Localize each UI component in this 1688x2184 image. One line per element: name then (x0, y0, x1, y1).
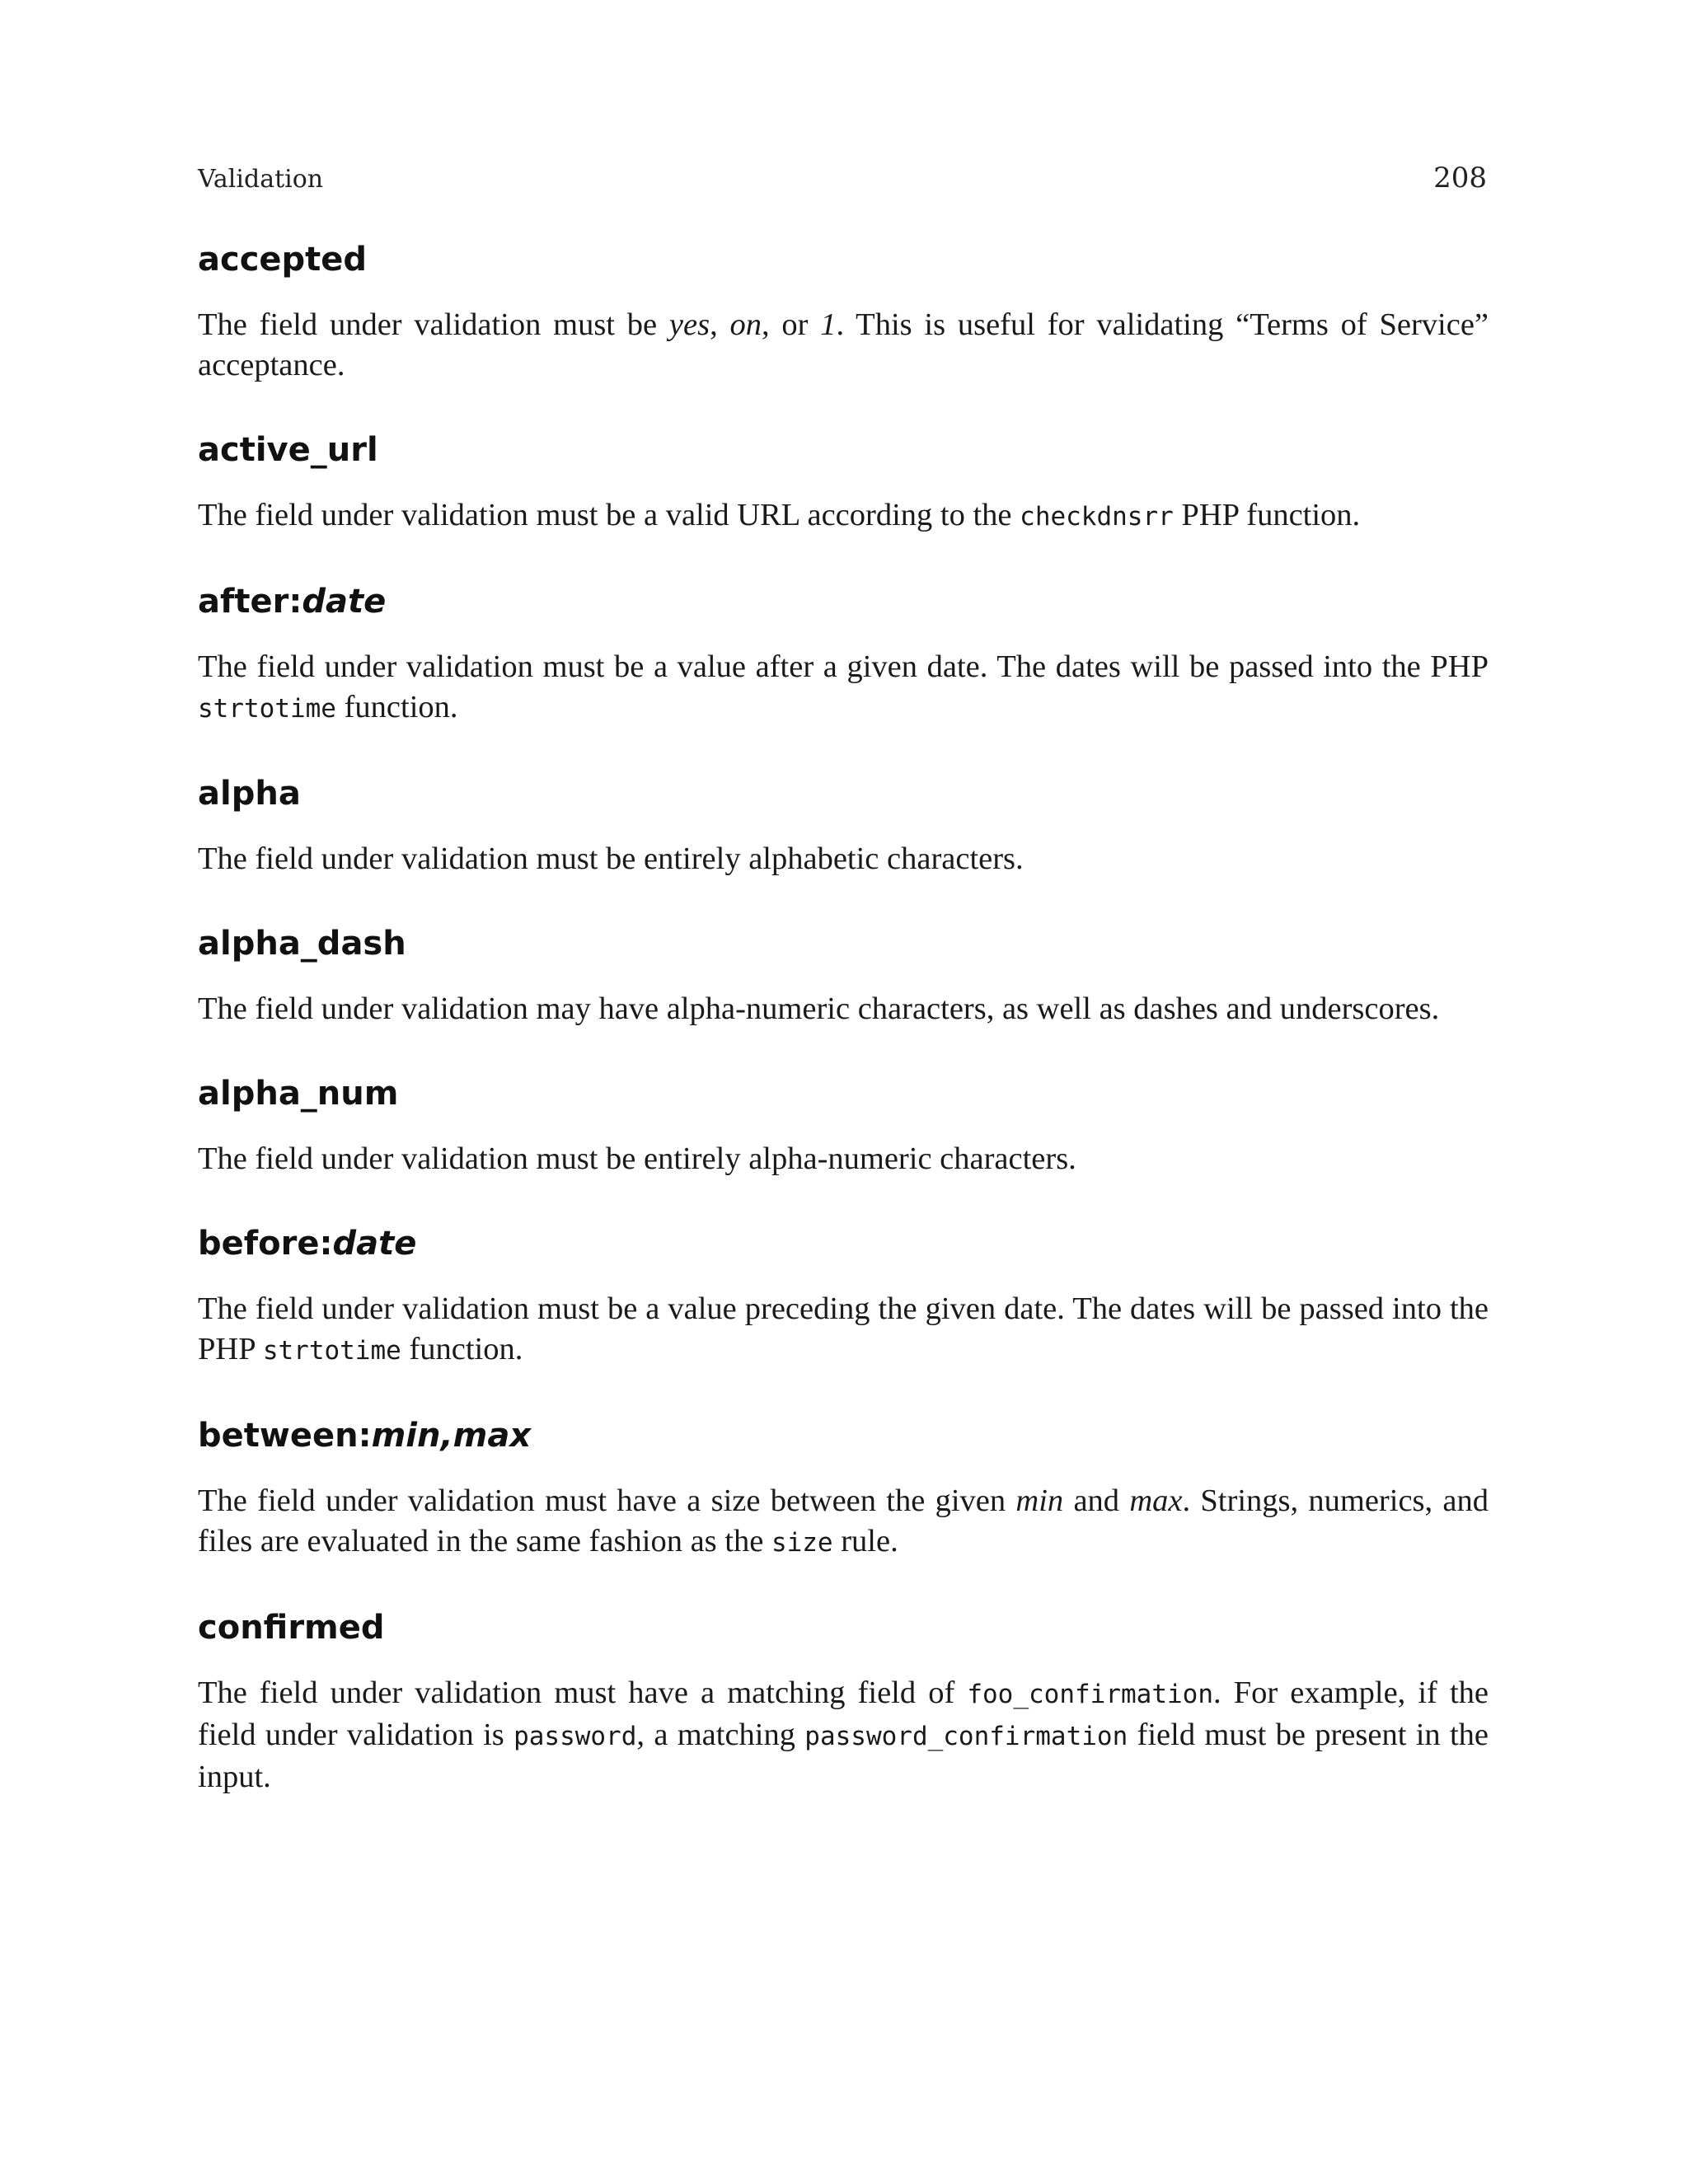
running-header (198, 162, 1487, 194)
inline-code: password (513, 1722, 637, 1751)
description-text: function. (401, 1332, 523, 1366)
inline-code: strtotime (262, 1336, 401, 1366)
inline-code: strtotime (198, 694, 336, 724)
description-text: The field under validation must be entirely alphabetic characters. (198, 841, 1024, 876)
rule-entry (198, 1604, 1489, 1797)
description-text: The field under validation must be entirely alpha-numeric characters. (198, 1141, 1076, 1176)
description-text: The field under validation must have a size between the given (198, 1483, 1016, 1518)
rule-description (198, 1289, 1489, 1371)
description-text: and (1063, 1483, 1130, 1518)
description-text: The field under validation must have a matching field of (198, 1675, 968, 1710)
description-text: , a matching (636, 1718, 805, 1752)
rule-entry (198, 1220, 1489, 1371)
description-text: rule. (832, 1524, 898, 1558)
rule-heading (198, 1604, 1489, 1652)
description-text: The field under validation may have alpha-numeric characters, as well as dashes and underscores. (198, 991, 1440, 1026)
rule-heading (198, 578, 1489, 626)
rule-entry (198, 578, 1489, 729)
rule-name: before: (198, 1225, 333, 1263)
description-text: function. (335, 690, 458, 724)
rule-name: after: (198, 583, 302, 621)
rule-description (198, 839, 1489, 879)
rule-entry (198, 236, 1489, 386)
inline-code: password_confirmation (804, 1722, 1128, 1751)
rule-description (198, 647, 1489, 729)
rule-entry (198, 770, 1489, 879)
rule-name: accepted (198, 241, 368, 279)
description-text: , (710, 307, 730, 342)
emphasis-text: 1 (820, 307, 837, 342)
rule-name: alpha_num (198, 1075, 399, 1113)
rule-heading (198, 1070, 1489, 1118)
rule-entry (198, 1070, 1489, 1179)
rule-heading (198, 1220, 1489, 1268)
rule-parameter: date (302, 583, 387, 621)
description-text: The field under validation must be a value after a given date. The dates will be passed into the PHP (198, 649, 1489, 684)
description-text: . This is useful for validating “Terms of Service” acceptance. (198, 307, 1489, 382)
rule-parameter: date (332, 1225, 417, 1263)
page-number: 208 (1433, 162, 1487, 194)
inline-code: size (771, 1528, 833, 1558)
rule-entry (198, 920, 1489, 1029)
rule-heading (198, 920, 1489, 968)
rule-name: alpha_dash (198, 925, 406, 963)
rule-description (198, 495, 1489, 537)
inline-code: checkdnsrr (1020, 502, 1174, 532)
rule-heading (198, 236, 1489, 284)
rule-heading (198, 426, 1489, 474)
rule-description (198, 989, 1489, 1029)
inline-code: foo_confirmation (967, 1680, 1213, 1709)
rule-description (198, 1481, 1489, 1563)
section-title: Validation (198, 165, 324, 194)
description-text: The field under validation must be a value preceding the given date. The dates will be passed into the PHP (198, 1291, 1489, 1366)
rule-description (198, 1139, 1489, 1179)
emphasis-text: on (729, 307, 762, 342)
rule-parameter: min,max (371, 1417, 532, 1455)
rule-description (198, 305, 1489, 386)
rule-description (198, 1673, 1489, 1797)
description-text: , or (761, 307, 821, 342)
rule-heading (198, 1412, 1489, 1460)
description-text: . Strings, numerics, and files are evaluated in the same fashion as the (198, 1483, 1489, 1558)
description-text: PHP function. (1173, 498, 1361, 532)
description-text: . For example, if the field under validation is (198, 1675, 1489, 1752)
rule-entry (198, 1412, 1489, 1563)
rules-list (198, 236, 1489, 1838)
rule-heading (198, 770, 1489, 818)
emphasis-text: yes (668, 307, 710, 342)
rule-name: between: (198, 1417, 372, 1455)
rule-entry (198, 426, 1489, 537)
rule-name: alpha (198, 775, 301, 813)
description-text: The field under validation must be (198, 307, 669, 342)
rule-name: active_url (198, 431, 378, 469)
emphasis-text: min (1015, 1483, 1064, 1518)
description-text: field must be present in the input. (198, 1718, 1489, 1794)
description-text: The field under validation must be a valid URL according to the (198, 498, 1020, 532)
emphasis-text: max (1129, 1483, 1183, 1518)
rule-name: confirmed (198, 1609, 385, 1647)
